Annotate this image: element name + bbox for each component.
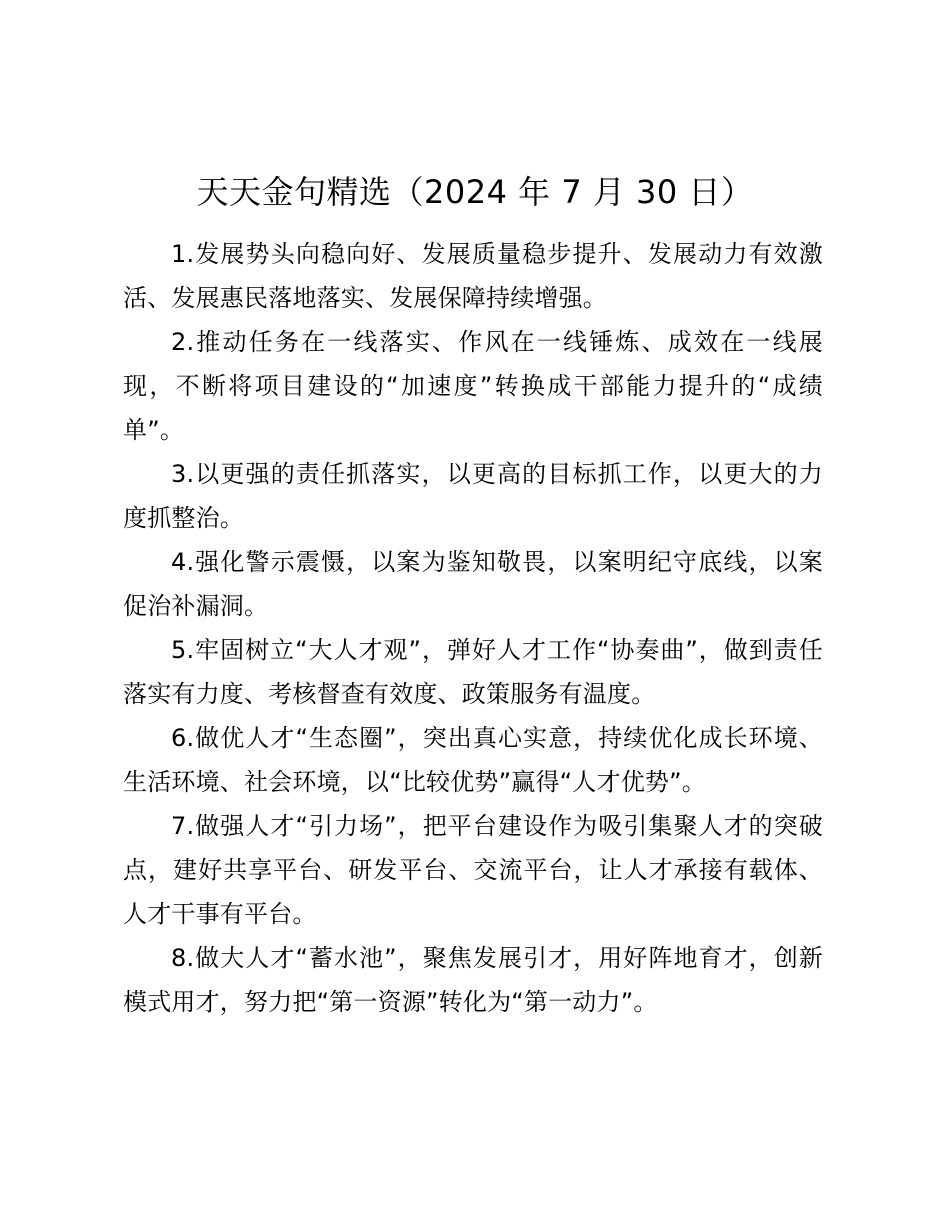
paragraph-3: 3.以更强的责任抓落实，以更高的目标抓工作，以更大的力度抓整治。 <box>123 460 823 532</box>
document-body <box>123 232 823 1024</box>
paragraph-7: 7.做强人才“引力场”，把平台建设作为吸引集聚人才的突破点，建好共享平台、研发平台、交流平台，让人才承接有载体、人才干事有平台。 <box>123 812 823 928</box>
paragraph-4: 4.强化警示震慑，以案为鉴知敬畏，以案明纪守底线，以案促治补漏洞。 <box>123 548 823 620</box>
paragraph-1: 1.发展势头向稳向好、发展质量稳步提升、发展动力有效激活、发展惠民落地落实、发展保障持续增强。 <box>123 240 823 312</box>
paragraph-6: 6.做优人才“生态圈”，突出真心实意，持续优化成长环境、生活环境、社会环境，以“比较优势”赢得“人才优势”。 <box>123 724 823 796</box>
document-title: 天天金句精选（2024 年 7 月 30 日） <box>196 173 754 211</box>
paragraph-8: 8.做大人才“蓄水池”，聚焦发展引才，用好阵地育才，创新模式用才，努力把“第一资源”转化为“第一动力”。 <box>123 944 823 1016</box>
paragraph-5: 5.牢固树立“大人才观”，弹好人才工作“协奏曲”，做到责任落实有力度、考核督查有效度、政策服务有温度。 <box>123 636 823 708</box>
paragraph-2: 2.推动任务在一线落实、作风在一线锤炼、成效在一线展现，不断将项目建设的“加速度”转换成干部能力提升的“成绩单”。 <box>123 328 823 444</box>
